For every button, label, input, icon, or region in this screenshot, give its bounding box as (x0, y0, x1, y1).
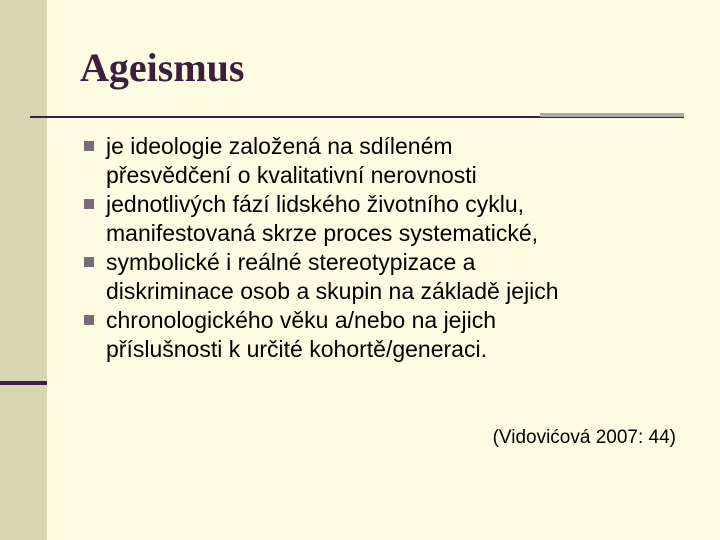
bullet-item (84, 306, 694, 364)
bullet-item (84, 248, 694, 306)
citation: (Vidovićová 2007: 44) (492, 427, 676, 448)
square-bullet-icon (84, 199, 94, 209)
slide-title: Ageismus (80, 45, 245, 90)
bullet-text-line: diskriminace osob a skupin na základě jejich (106, 278, 559, 304)
bullet-text-line: symbolické i reálné stereotypizace a (106, 249, 476, 275)
bullet-text-line: manifestovaná skrze proces systematické, (106, 220, 539, 246)
left-decorative-band (0, 0, 47, 540)
bullet-text-line: příslušnosti k určité kohortě/generaci. (106, 336, 487, 362)
bullet-text-line: jednotlivých fází lidského životního cyklu, (106, 191, 525, 217)
bullet-item (84, 132, 694, 190)
bullet-item (84, 190, 694, 248)
bullet-text-line: chronologického věku a/nebo na jejich (106, 307, 496, 333)
square-bullet-icon (84, 141, 94, 151)
square-bullet-icon (84, 315, 94, 325)
left-band-marker (0, 381, 47, 385)
bullet-text-line: přesvědčení o kvalitativní nerovnosti (106, 162, 477, 188)
title-divider-accent (540, 113, 684, 117)
bullet-text-line: je ideologie založená na sdíleném (106, 133, 453, 159)
square-bullet-icon (84, 257, 94, 267)
bullet-list (84, 132, 694, 364)
